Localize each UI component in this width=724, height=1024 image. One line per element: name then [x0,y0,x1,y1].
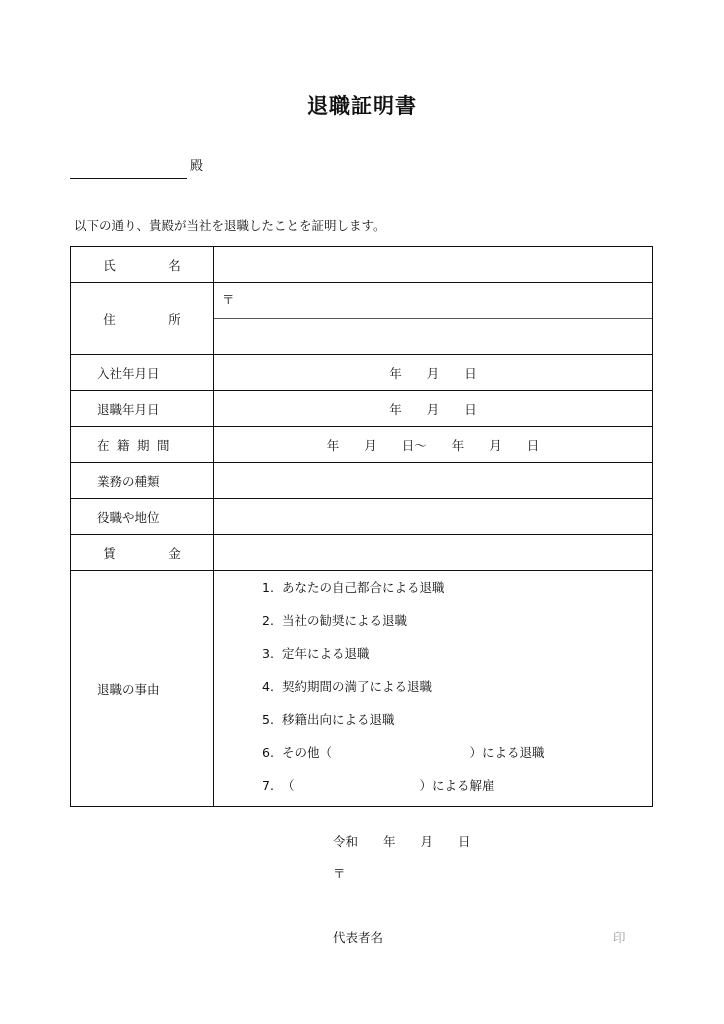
address-label: 住 所 [71,283,214,355]
intro-text: 以下の通り、貴殿が当社を退職したことを証明します。 [74,218,386,233]
reason-label: 退職の事由 [71,571,214,807]
postal-mark: 〒 [222,292,235,307]
seal-mark: 印 [613,930,626,945]
tenure-field[interactable]: 年 月 日〜 年 月 日 [214,427,653,463]
reason-list [214,571,652,806]
row-position [71,499,653,535]
addressee-suffix: 殿 [190,159,204,174]
duties-label: 業務の種類 [71,463,214,499]
issue-date: 令和 年 月 日 [333,834,471,849]
row-join-date [71,355,653,391]
leave-date-field[interactable]: 年 月 日 [214,391,653,427]
row-duties [71,463,653,499]
reason-item[interactable]: 3. 定年による退職 [262,646,370,661]
document-title: 退職証明書 [307,94,417,118]
row-leave-date [71,391,653,427]
row-reason [71,571,653,807]
reason-item[interactable]: 6. その他（ ）による退職 [262,745,545,760]
wage-label: 賃 金 [71,535,214,571]
row-tenure [71,427,653,463]
row-name [71,247,653,283]
tenure-label: 在籍期間 [71,427,214,463]
name-label: 氏 名 [71,247,214,283]
certificate-table [70,246,653,807]
join-date-field[interactable]: 年 月 日 [214,355,653,391]
representative-label: 代表者名 [333,930,384,945]
position-label: 役職や地位 [71,499,214,535]
reason-item[interactable]: 5. 移籍出向による退職 [262,712,395,727]
reason-item[interactable]: 4. 契約期間の満了による退職 [262,679,433,694]
duties-field[interactable] [214,463,653,499]
addressee-name-line [70,178,187,179]
row-address [71,283,653,355]
name-field[interactable] [214,247,653,283]
address-field[interactable] [214,283,653,355]
reason-field [214,571,653,807]
address-divider [214,318,652,319]
company-postal-mark: 〒 [333,866,346,881]
wage-field[interactable] [214,535,653,571]
reason-item[interactable]: 2. 当社の勧奨による退職 [262,613,408,628]
row-wage [71,535,653,571]
position-field[interactable] [214,499,653,535]
reason-item[interactable]: 1. あなたの自己都合による退職 [262,580,445,595]
reason-item[interactable]: 7. （ ）による解雇 [262,778,495,793]
leave-date-label: 退職年月日 [71,391,214,427]
join-date-label: 入社年月日 [71,355,214,391]
